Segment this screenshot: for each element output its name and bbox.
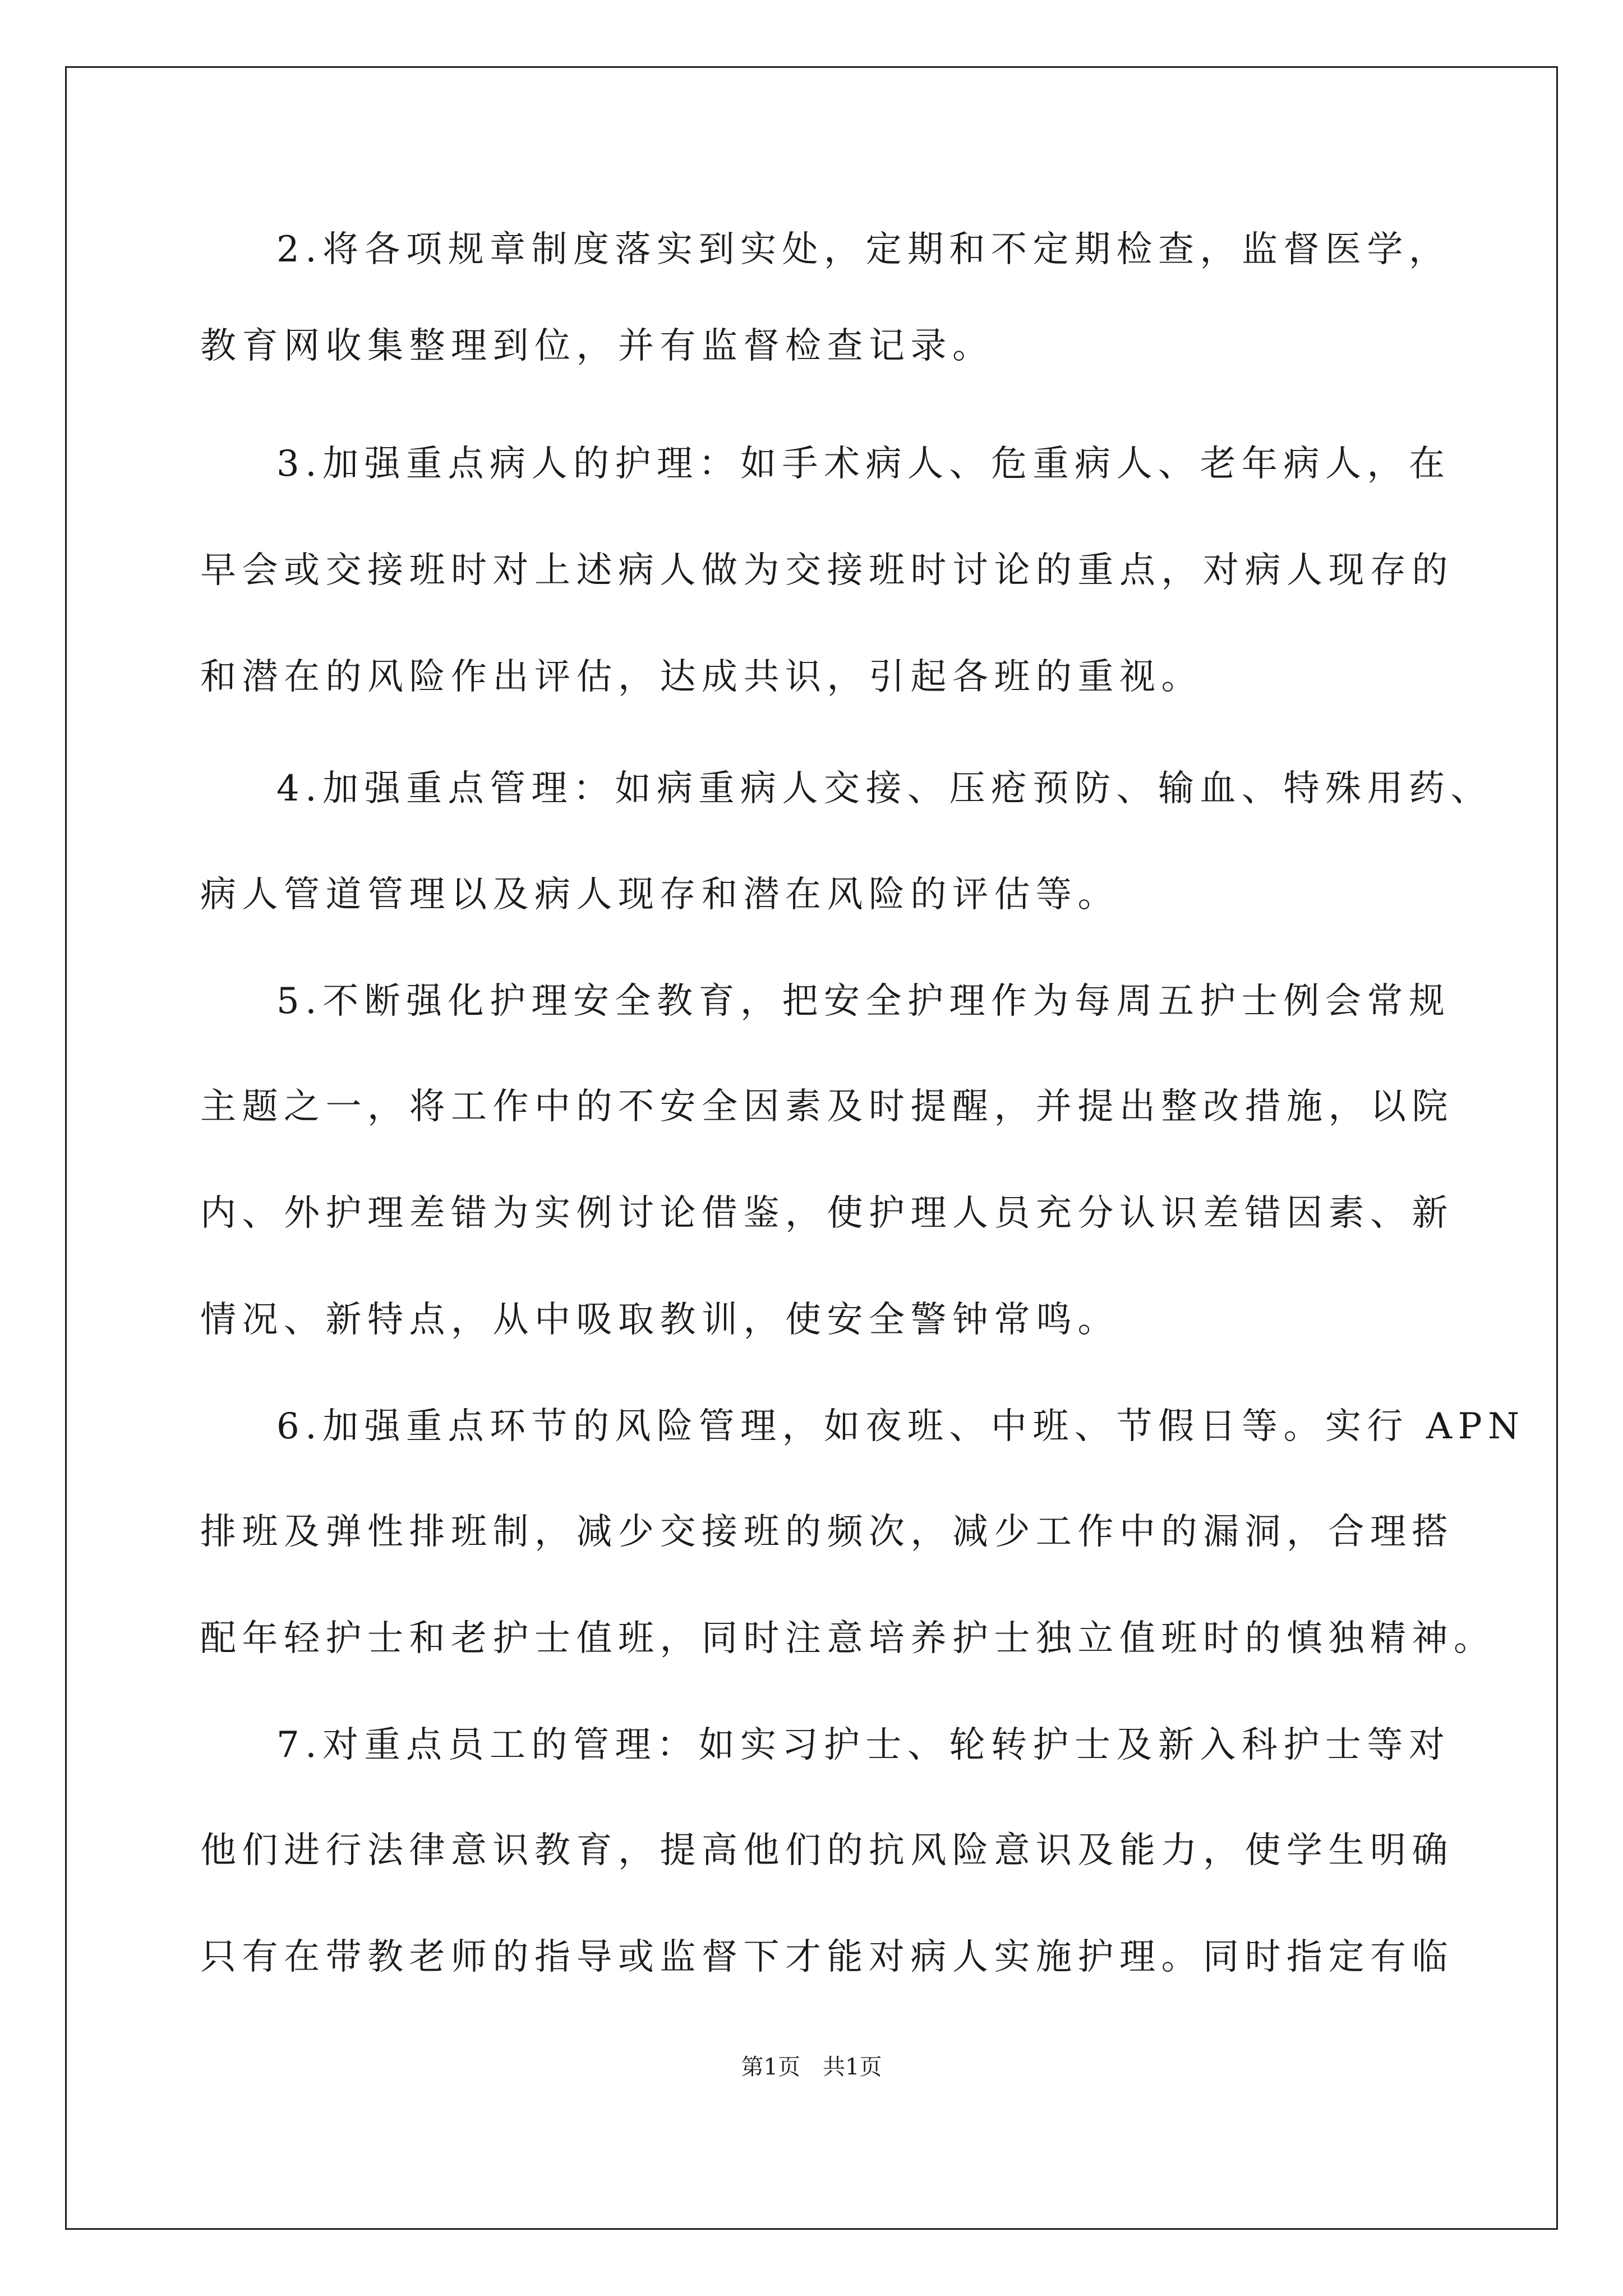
paragraph-6-line-1: 6.加强重点环节的风险管理，如夜班、中班、节假日等。实行 APN bbox=[276, 1406, 1525, 1447]
paragraph-6-line-3: 配年轻护士和老护士值班，同时注意培养护士独立值班时的慎独精神。 bbox=[200, 1618, 1496, 1659]
paragraph-4-line-2: 病人管道管理以及病人现存和潜在风险的评估等。 bbox=[200, 874, 1119, 915]
paragraph-5-line-3: 内、外护理差错为实例讨论借鉴，使护理人员充分认识差错因素、新 bbox=[200, 1193, 1454, 1234]
paragraph-2-line-2: 教育网收集整理到位，并有监督检查记录。 bbox=[200, 325, 994, 367]
paragraph-3-line-3: 和潜在的风险作出评估，达成共识，引起各班的重视。 bbox=[200, 656, 1203, 698]
paragraph-5-line-4: 情况、新特点，从中吸取教训，使安全警钟常鸣。 bbox=[200, 1299, 1119, 1341]
paragraph-7-line-3: 只有在带教老师的指导或监督下才能对病人实施护理。同时指定有临 bbox=[200, 1936, 1454, 1978]
paragraph-7-line-2: 他们进行法律意识教育，提高他们的抗风险意识及能力，使学生明确 bbox=[200, 1830, 1454, 1871]
paragraph-3-line-1: 3.加强重点病人的护理：如手术病人、危重病人、老年病人，在 bbox=[276, 443, 1451, 485]
paragraph-5-line-1: 5.不断强化护理安全教育，把安全护理作为每周五护士例会常规 bbox=[276, 981, 1451, 1022]
paragraph-7-line-1: 7.对重点员工的管理：如实习护士、轮转护士及新入科护士等对 bbox=[276, 1724, 1451, 1766]
page-number-current: 第1页 bbox=[741, 2054, 800, 2080]
paragraph-4-line-1: 4.加强重点管理：如病重病人交接、压疮预防、输血、特殊用药、 bbox=[276, 768, 1493, 809]
paragraph-3-line-2: 早会或交接班时对上述病人做为交接班时讨论的重点，对病人现存的 bbox=[200, 550, 1454, 591]
page-number-total: 共1页 bbox=[823, 2054, 882, 2080]
page-footer bbox=[0, 2050, 1623, 2084]
paragraph-2-line-1: 2.将各项规章制度落实到实处，定期和不定期检查，监督医学， bbox=[276, 229, 1451, 270]
page-border bbox=[65, 66, 1558, 2230]
paragraph-5-line-2: 主题之一，将工作中的不安全因素及时提醒，并提出整改措施，以院 bbox=[200, 1086, 1454, 1128]
paragraph-6-line-2: 排班及弹性排班制，减少交接班的频次，减少工作中的漏洞，合理搭 bbox=[200, 1511, 1454, 1553]
